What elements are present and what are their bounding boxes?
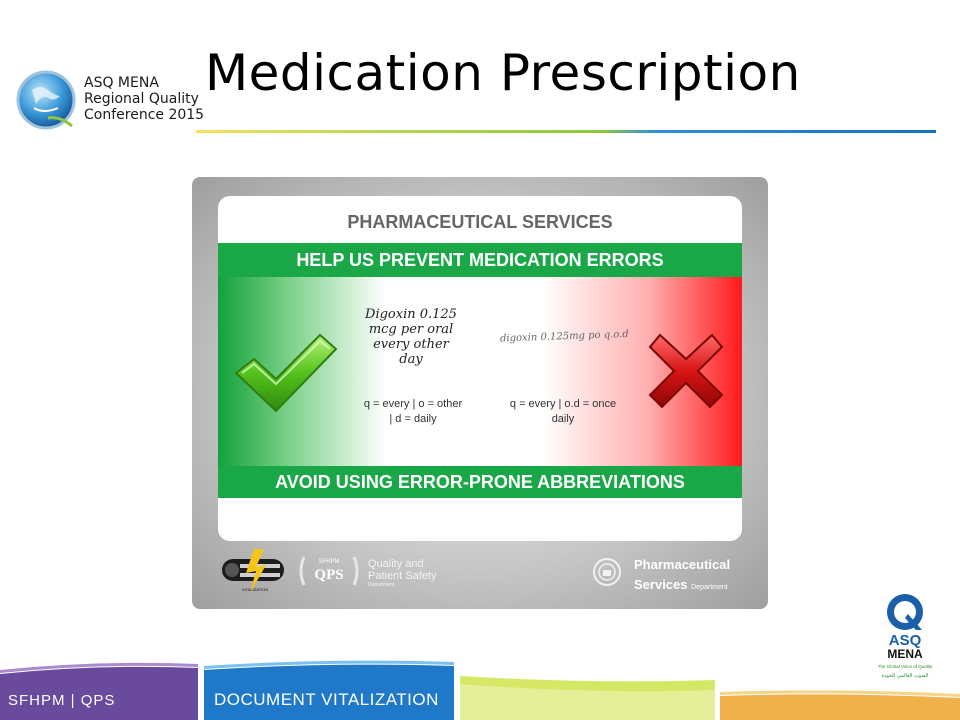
title-divider (196, 130, 936, 133)
footer-banner (0, 650, 960, 720)
asq-tagline: The Global Voice of Quality (877, 664, 933, 669)
pharm-line-2: Services (634, 577, 688, 592)
poster-card (218, 196, 742, 541)
slide-title: Medication Prescription (205, 44, 801, 102)
incorrect-prescription: digoxin 0.125mg po q.o.d (499, 328, 629, 345)
medication-error-poster (192, 177, 768, 609)
pharmaceutical-services-label (634, 555, 730, 598)
wrong-legend-line-1: q = every | o.d = once (509, 398, 617, 410)
qps-department-name (368, 558, 437, 588)
correct-rx-line-4: day (399, 352, 423, 367)
pharmacy-seal-icon (592, 557, 622, 587)
pharm-line-1: Pharmaceutical (634, 557, 731, 572)
conference-globe-logo (14, 68, 78, 132)
correct-prescription (356, 307, 466, 367)
conference-line-2: Regional Quality (84, 91, 199, 107)
wrong-legend-line-2: daily (551, 413, 575, 425)
conference-line-1: ASQ MENA (84, 75, 159, 91)
qps-line-2: Patient Safety (368, 570, 437, 582)
correct-rx-line-3: every other (373, 337, 449, 352)
qps-small-line: Department (368, 582, 395, 588)
checkmark-icon (232, 329, 340, 415)
asq-arabic-tagline: الصوت العالمي للجودة (881, 673, 929, 679)
conference-line-3: Conference 2015 (84, 107, 205, 123)
qps-seal-logo (296, 551, 362, 591)
asq-logo-line-1: ASQ (888, 632, 922, 649)
bottom-banner: AVOID USING ERROR-PRONE ABBREVIATIONS (218, 466, 742, 498)
vitalization-label: VITALIZATION (241, 587, 269, 592)
qps-line-1: Quality and (368, 558, 424, 570)
footer-left-label: SFHPM | QPS (8, 692, 116, 709)
seal-top-label: SFHPM (318, 559, 340, 565)
seal-main-label: QPS (314, 567, 344, 583)
vitalization-logo (220, 549, 290, 593)
correct-legend-line-1: q = every | o = other (363, 398, 463, 410)
correct-abbreviation-legend (348, 397, 478, 427)
pharm-dept: Department (691, 584, 728, 591)
comparison-zone (218, 277, 742, 466)
asq-logo-line-2: MENA (887, 647, 923, 661)
footer-middle-label: DOCUMENT VITALIZATION (214, 690, 439, 709)
correct-legend-line-2: | d = daily (389, 413, 437, 425)
cross-icon (646, 331, 726, 411)
conference-name (84, 75, 204, 123)
incorrect-abbreviation-legend (498, 397, 628, 427)
top-banner: HELP US PREVENT MEDICATION ERRORS (218, 243, 742, 277)
correct-rx-line-2: mcg per oral (368, 322, 454, 337)
correct-rx-line-1: Digoxin 0.125 (365, 307, 457, 322)
poster-heading: PHARMACEUTICAL SERVICES (347, 212, 613, 232)
